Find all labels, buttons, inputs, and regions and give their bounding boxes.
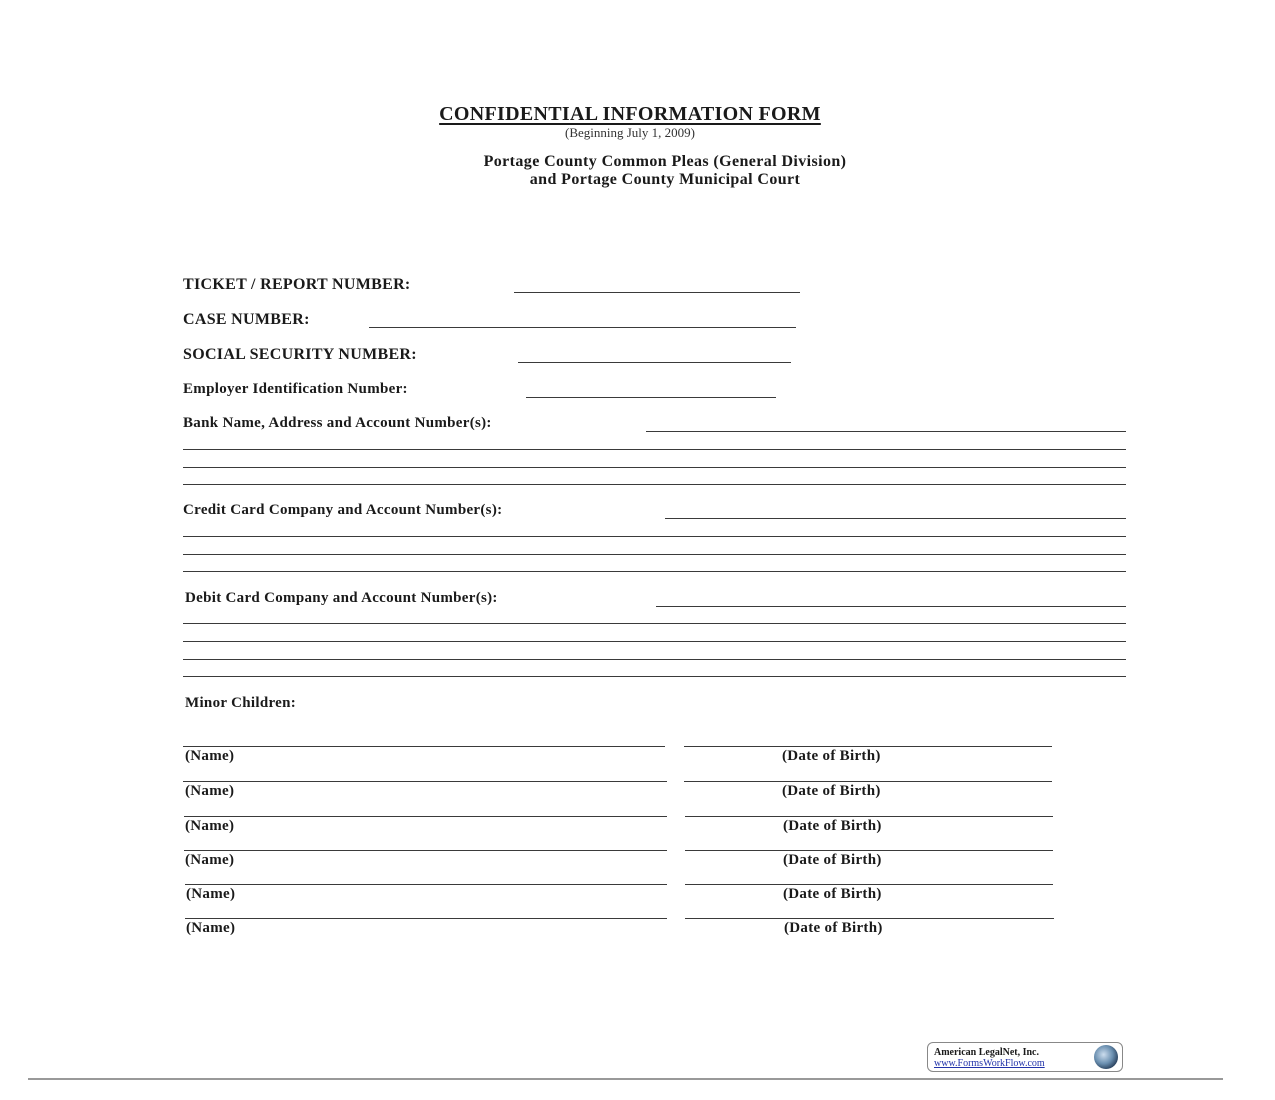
child-name-label: (Name) xyxy=(185,852,235,868)
credit-card-accounts-field-3[interactable] xyxy=(183,554,1126,555)
debit-card-accounts-label: Debit Card Company and Account Number(s): xyxy=(185,590,498,606)
child-name-field[interactable] xyxy=(185,884,667,885)
credit-card-accounts-field-4[interactable] xyxy=(183,571,1126,572)
ein-field[interactable] xyxy=(526,397,776,398)
credit-card-accounts-field-1[interactable] xyxy=(665,518,1126,519)
child-name-field[interactable] xyxy=(184,816,667,817)
child-dob-label: (Date of Birth) xyxy=(782,783,881,799)
ssn-field[interactable] xyxy=(518,362,791,363)
child-name-label: (Name) xyxy=(185,818,235,834)
debit-card-accounts-field-1[interactable] xyxy=(656,606,1126,607)
child-name-label: (Name) xyxy=(186,886,236,902)
bank-accounts-label: Bank Name, Address and Account Number(s): xyxy=(183,415,492,431)
child-dob-field[interactable] xyxy=(684,746,1052,747)
child-name-label: (Name) xyxy=(186,920,236,936)
globe-icon xyxy=(1094,1045,1118,1069)
ssn-label: SOCIAL SECURITY NUMBER: xyxy=(183,346,417,363)
court-line-1: Portage County Common Pleas (General Division) xyxy=(483,153,847,170)
child-dob-label: (Date of Birth) xyxy=(784,920,883,936)
child-name-label: (Name) xyxy=(185,748,235,764)
child-name-field[interactable] xyxy=(185,918,667,919)
child-name-label: (Name) xyxy=(185,783,235,799)
credit-card-accounts-field-2[interactable] xyxy=(183,536,1126,537)
child-dob-field[interactable] xyxy=(685,918,1054,919)
ein-label: Employer Identification Number: xyxy=(183,381,408,397)
credit-card-accounts-label: Credit Card Company and Account Number(s): xyxy=(183,502,503,518)
footer-url-link[interactable]: www.FormsWorkFlow.com xyxy=(934,1058,1045,1069)
child-dob-field[interactable] xyxy=(685,884,1053,885)
case-number-field[interactable] xyxy=(369,327,796,328)
bank-accounts-field-2[interactable] xyxy=(183,449,1126,450)
child-dob-label: (Date of Birth) xyxy=(783,818,882,834)
minor-children-heading: Minor Children: xyxy=(185,695,297,711)
child-dob-label: (Date of Birth) xyxy=(783,852,882,868)
form-title-text: CONFIDENTIAL INFORMATION FORM xyxy=(439,103,821,125)
child-name-field[interactable] xyxy=(184,850,667,851)
american-legalnet-badge xyxy=(927,1042,1123,1072)
bank-accounts-field-3[interactable] xyxy=(183,467,1126,468)
form-subtitle: (Beginning July 1, 2009) xyxy=(565,125,695,140)
ticket-report-number-label: TICKET / REPORT NUMBER: xyxy=(183,276,411,293)
footer-company: American LegalNet, Inc. xyxy=(934,1047,1039,1058)
debit-card-accounts-field-3[interactable] xyxy=(183,641,1126,642)
footer-divider xyxy=(28,1078,1223,1080)
debit-card-accounts-field-5[interactable] xyxy=(183,676,1126,677)
court-line-2: and Portage County Municipal Court xyxy=(529,171,801,188)
child-dob-label: (Date of Birth) xyxy=(782,748,881,764)
bank-accounts-field-1[interactable] xyxy=(646,431,1126,432)
child-dob-label: (Date of Birth) xyxy=(783,886,882,902)
child-name-field[interactable] xyxy=(183,781,667,782)
child-dob-field[interactable] xyxy=(685,850,1053,851)
child-dob-field[interactable] xyxy=(684,781,1052,782)
debit-card-accounts-field-4[interactable] xyxy=(183,659,1126,660)
debit-card-accounts-field-2[interactable] xyxy=(183,623,1126,624)
child-name-field[interactable] xyxy=(183,746,665,747)
bank-accounts-field-4[interactable] xyxy=(183,484,1126,485)
case-number-label: CASE NUMBER: xyxy=(183,311,310,328)
form-title xyxy=(0,103,1260,126)
ticket-report-number-field[interactable] xyxy=(514,292,800,293)
child-dob-field[interactable] xyxy=(685,816,1053,817)
